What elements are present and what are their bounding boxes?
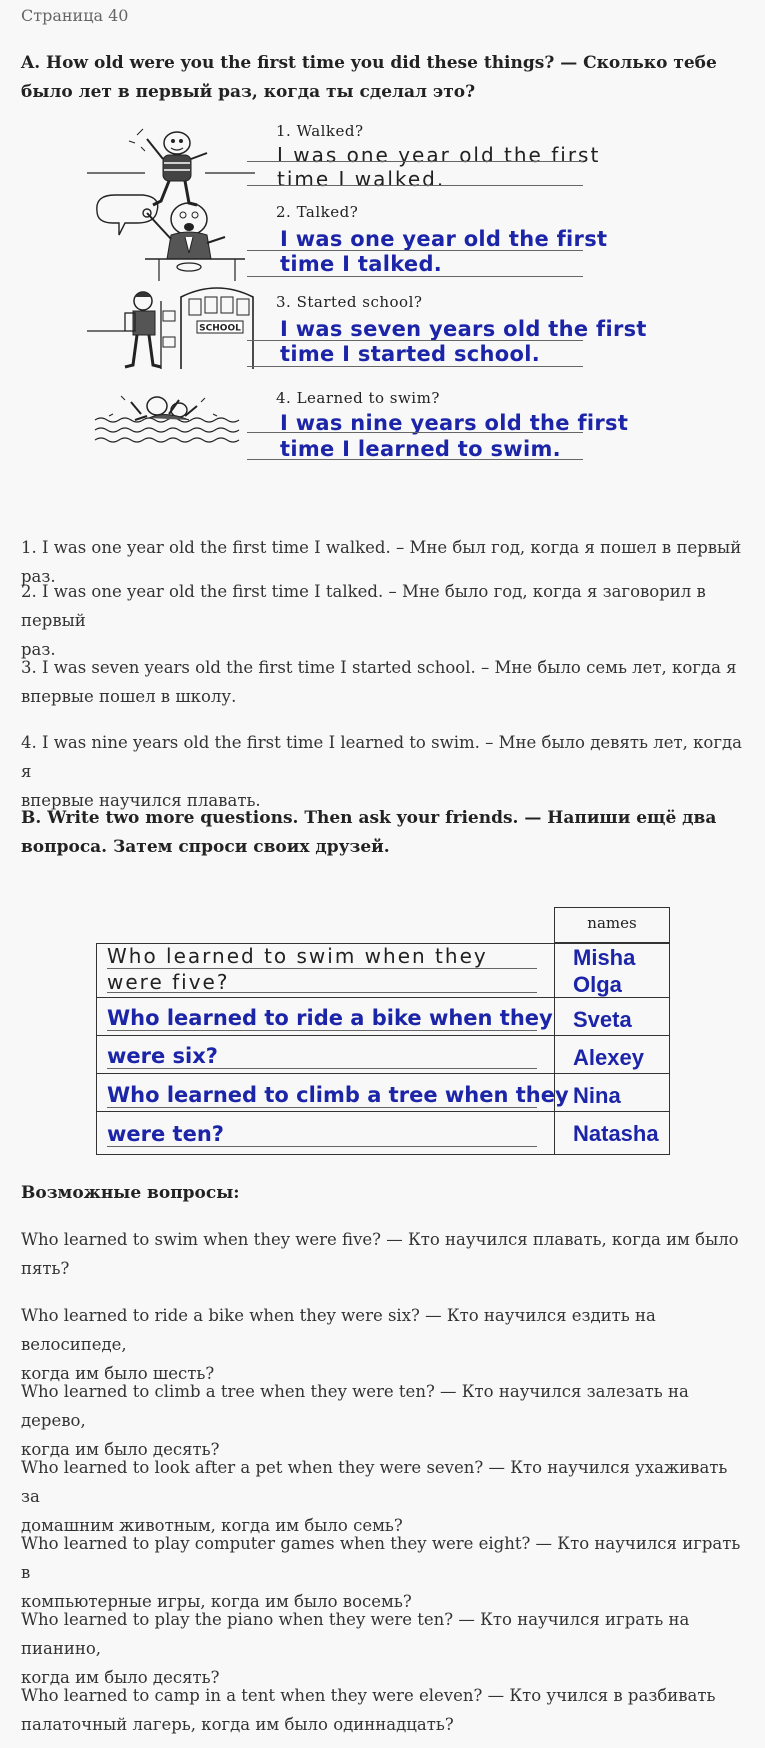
friend-name: Sveta — [573, 1007, 632, 1032]
exercise-b-heading-line1: B. Write two more questions. Then ask your friends. — Напиши ещё два — [21, 808, 717, 828]
survey-question: were ten? — [107, 1122, 224, 1146]
exercise-a-heading-line2: было лет в первый раз, когда ты сделал это? — [21, 82, 476, 102]
question-row-talked — [85, 193, 675, 283]
possible-questions-title: Возможные вопросы: — [21, 1183, 240, 1203]
names-header: names — [587, 914, 637, 932]
survey-question: Who learned to ride a bike when they — [107, 1006, 553, 1030]
talking-child-illustration — [85, 193, 260, 283]
answer-line2: time I started school. — [280, 342, 541, 366]
writing-line — [107, 1068, 537, 1069]
writing-line — [247, 185, 583, 186]
possible-question-4: Who learned to look after a pet when they were seven? — Кто научился ухаживать за домашним животным, когда им было семь? — [21, 1458, 728, 1535]
swimming-child-illustration — [85, 380, 260, 470]
friend-name: Misha — [573, 945, 636, 970]
writing-line — [107, 968, 537, 969]
answer-line1: I was nine years old the first — [280, 411, 629, 435]
answer-handwritten-line2: time I walked. — [277, 167, 446, 191]
translation-2: 2. I was one year old the first time I talked. – Мне было год, когда я заговорил в первый раз. — [21, 582, 706, 659]
answer-line1: I was one year old the first — [280, 227, 608, 251]
answer-handwritten-line1: I was one year old the first — [277, 143, 601, 167]
friend-name: Alexey — [573, 1045, 644, 1070]
possible-question-7: Who learned to camp in a tent when they were eleven? — Кто учился в разбивать палаточный лагерь, когда им было одиннадцать? — [21, 1686, 716, 1734]
possible-question-3: Who learned to climb a tree when they were ten? — Кто научился залезать на дерево, когда им было десять? — [21, 1382, 689, 1459]
exercise-b-heading — [21, 804, 731, 862]
writing-line — [107, 1107, 537, 1108]
possible-question-6: Who learned to play the piano when they were ten? — Кто научился играть на пианино, когда им было десять? — [21, 1610, 690, 1687]
survey-question: were six? — [107, 1044, 218, 1068]
friend-name: Nina — [573, 1083, 621, 1108]
friend-name: Natasha — [573, 1121, 659, 1146]
possible-question-5: Who learned to play computer games when they were eight? — Кто научился играть в компьютерные игры, когда им было восемь? — [21, 1534, 741, 1611]
translation-3: 3. I was seven years old the first time I started school. – Мне было семь лет, когда я впервые пошел в школу. — [21, 658, 737, 706]
names-header-cell — [554, 907, 670, 943]
question-row-started-school — [85, 283, 675, 373]
survey-question-handwritten: were five? — [107, 970, 230, 994]
question-label: 2. Talked? — [276, 203, 359, 221]
possible-question-1: Who learned to swim when they were five? — Кто научился плавать, когда им было пять? — [21, 1230, 739, 1278]
exercise-a-heading-line1: A. How old were you the first time you did these things? — Сколько тебе — [21, 53, 717, 73]
writing-line — [247, 459, 583, 460]
question-row-learned-to-swim — [85, 380, 675, 470]
writing-line — [247, 340, 583, 341]
school-child-illustration — [85, 283, 260, 373]
survey-question-handwritten: Who learned to swim when they — [107, 944, 488, 968]
writing-line — [107, 1146, 537, 1147]
school-sign-text: SCHOOL — [199, 323, 241, 334]
answer-line2: time I talked. — [280, 252, 443, 276]
writing-line — [247, 432, 583, 433]
writing-line — [247, 161, 583, 162]
translation-1: 1. I was one year old the first time I walked. – Мне был год, когда я пошел в первый раз. — [21, 538, 742, 586]
question-label: 3. Started school? — [276, 293, 423, 311]
survey-question: Who learned to climb a tree when they — [107, 1083, 569, 1107]
page-number-label: Страница 40 — [21, 6, 129, 25]
writing-line — [247, 366, 583, 367]
answer-line2: time I learned to swim. — [280, 437, 561, 461]
writing-line — [247, 250, 583, 251]
question-label: 1. Walked? — [276, 122, 364, 140]
writing-line — [107, 1030, 537, 1031]
friend-name: Olga — [573, 972, 622, 997]
exercise-a-heading — [21, 49, 731, 107]
writing-line — [107, 992, 537, 993]
writing-line — [247, 276, 583, 277]
exercise-b-heading-line2: вопроса. Затем спроси своих друзей. — [21, 837, 390, 857]
answer-line1: I was seven years old the first — [280, 317, 647, 341]
exercise-a-figure — [85, 122, 675, 515]
question-label: 4. Learned to swim? — [276, 389, 440, 407]
possible-question-2: Who learned to ride a bike when they were six? — Кто научился ездить на велосипеде, когда им было шесть? — [21, 1306, 656, 1383]
translation-4: 4. I was nine years old the first time I learned to swim. – Мне было девять лет, когда я впервые научился плавать. — [21, 733, 742, 810]
